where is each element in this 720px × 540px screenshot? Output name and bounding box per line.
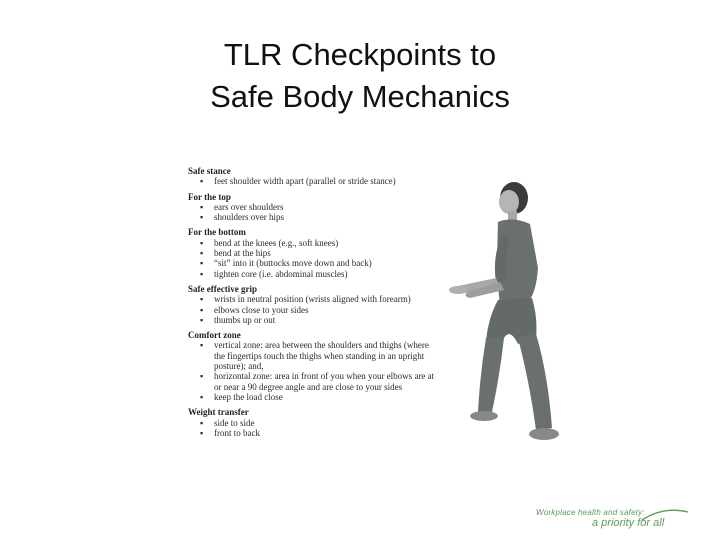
section-items <box>188 202 438 223</box>
list-item: ▪ front to back <box>200 427 260 438</box>
section-weight-transfer <box>188 407 438 438</box>
list-item: ▪ bend at the knees (e.g., soft knees) <box>200 237 339 248</box>
section-heading: Weight transfer <box>188 407 249 418</box>
worker-posture-photo <box>440 178 585 453</box>
bullet-icon: ▪ <box>200 201 204 212</box>
section-items <box>188 238 438 279</box>
logo-tagline: Workplace health and safety: <box>536 508 645 517</box>
section-heading: For the top <box>188 191 231 202</box>
bullet-icon: ▪ <box>200 304 204 315</box>
list-item: ▪ elbows close to your sides <box>200 304 309 315</box>
section-heading: Safe stance <box>188 166 231 176</box>
bullet-icon: ▪ <box>200 391 204 402</box>
left-shoe-shape <box>470 411 498 421</box>
section-safe-stance <box>188 166 438 187</box>
section-heading: For the bottom <box>188 227 246 238</box>
right-leg-shape <box>518 334 552 430</box>
section-safe-effective-grip <box>188 284 438 325</box>
bullet-icon: ▪ <box>200 314 204 325</box>
list-item: ▪ shoulders over hips <box>200 212 284 223</box>
list-item: ▪ keep the load close <box>200 391 283 402</box>
face-shape <box>499 190 519 214</box>
list-item: ▪ thumbs up or out <box>200 314 276 325</box>
bullet-icon: ▪ <box>200 258 204 269</box>
list-item: ▪ side to side <box>200 417 255 428</box>
list-item: ▪ “sit” into it (buttocks move down and back) <box>200 258 372 269</box>
title-line-2: Safe Body Mechanics <box>210 79 510 114</box>
list-item: ▪ feet shoulder width apart (parallel or stride stance) <box>200 176 396 187</box>
list-item: ▪ wrists in neutral position (wrists aligned with forearm) <box>200 294 411 305</box>
right-shoe-shape <box>529 428 559 440</box>
bullet-icon: ▪ <box>200 248 204 259</box>
section-items <box>188 418 438 439</box>
section-items <box>188 176 438 186</box>
title-line-1: TLR Checkpoints to <box>223 37 497 72</box>
list-item: ▪ ears over shoulders <box>200 201 284 212</box>
list-item: ▪ tighten core (i.e. abdominal muscles) <box>200 268 348 279</box>
section-for-the-top <box>188 192 438 223</box>
section-heading: Comfort zone <box>188 330 241 341</box>
bullet-icon: ▪ <box>200 294 204 305</box>
section-heading: Safe effective grip <box>188 283 257 294</box>
slide-title <box>0 34 720 118</box>
workplace-safety-logo <box>532 508 692 530</box>
bullet-icon: ▪ <box>200 176 204 187</box>
bullet-icon: ▪ <box>200 371 204 382</box>
logo-swoosh-icon <box>640 508 690 522</box>
list-item: ▪ bend at the hips <box>200 248 271 259</box>
hand-shape <box>449 286 467 294</box>
bullet-icon: ▪ <box>200 237 204 248</box>
logo-slogan: a priority for all <box>592 517 665 529</box>
section-items <box>188 340 438 402</box>
section-for-the-bottom <box>188 227 438 278</box>
section-comfort-zone <box>188 330 438 402</box>
worker-figure-illustration <box>440 178 585 453</box>
bullet-icon: ▪ <box>200 268 204 279</box>
bullet-icon: ▪ <box>200 417 204 428</box>
checkpoint-list <box>188 166 438 443</box>
section-items <box>188 294 438 325</box>
left-leg-shape <box>478 338 504 412</box>
list-item: ▪ vertical zone: area between the shoulders and thighs (where the fingertips touch the thighs when standing in an upright posture); and, <box>200 340 429 372</box>
bullet-icon: ▪ <box>200 340 204 351</box>
list-item: ▪ horizontal zone: area in front of you when your elbows are at or near a 90 degree angle and are close to your sides <box>200 371 435 392</box>
bullet-icon: ▪ <box>200 212 204 223</box>
bullet-icon: ▪ <box>200 427 204 438</box>
